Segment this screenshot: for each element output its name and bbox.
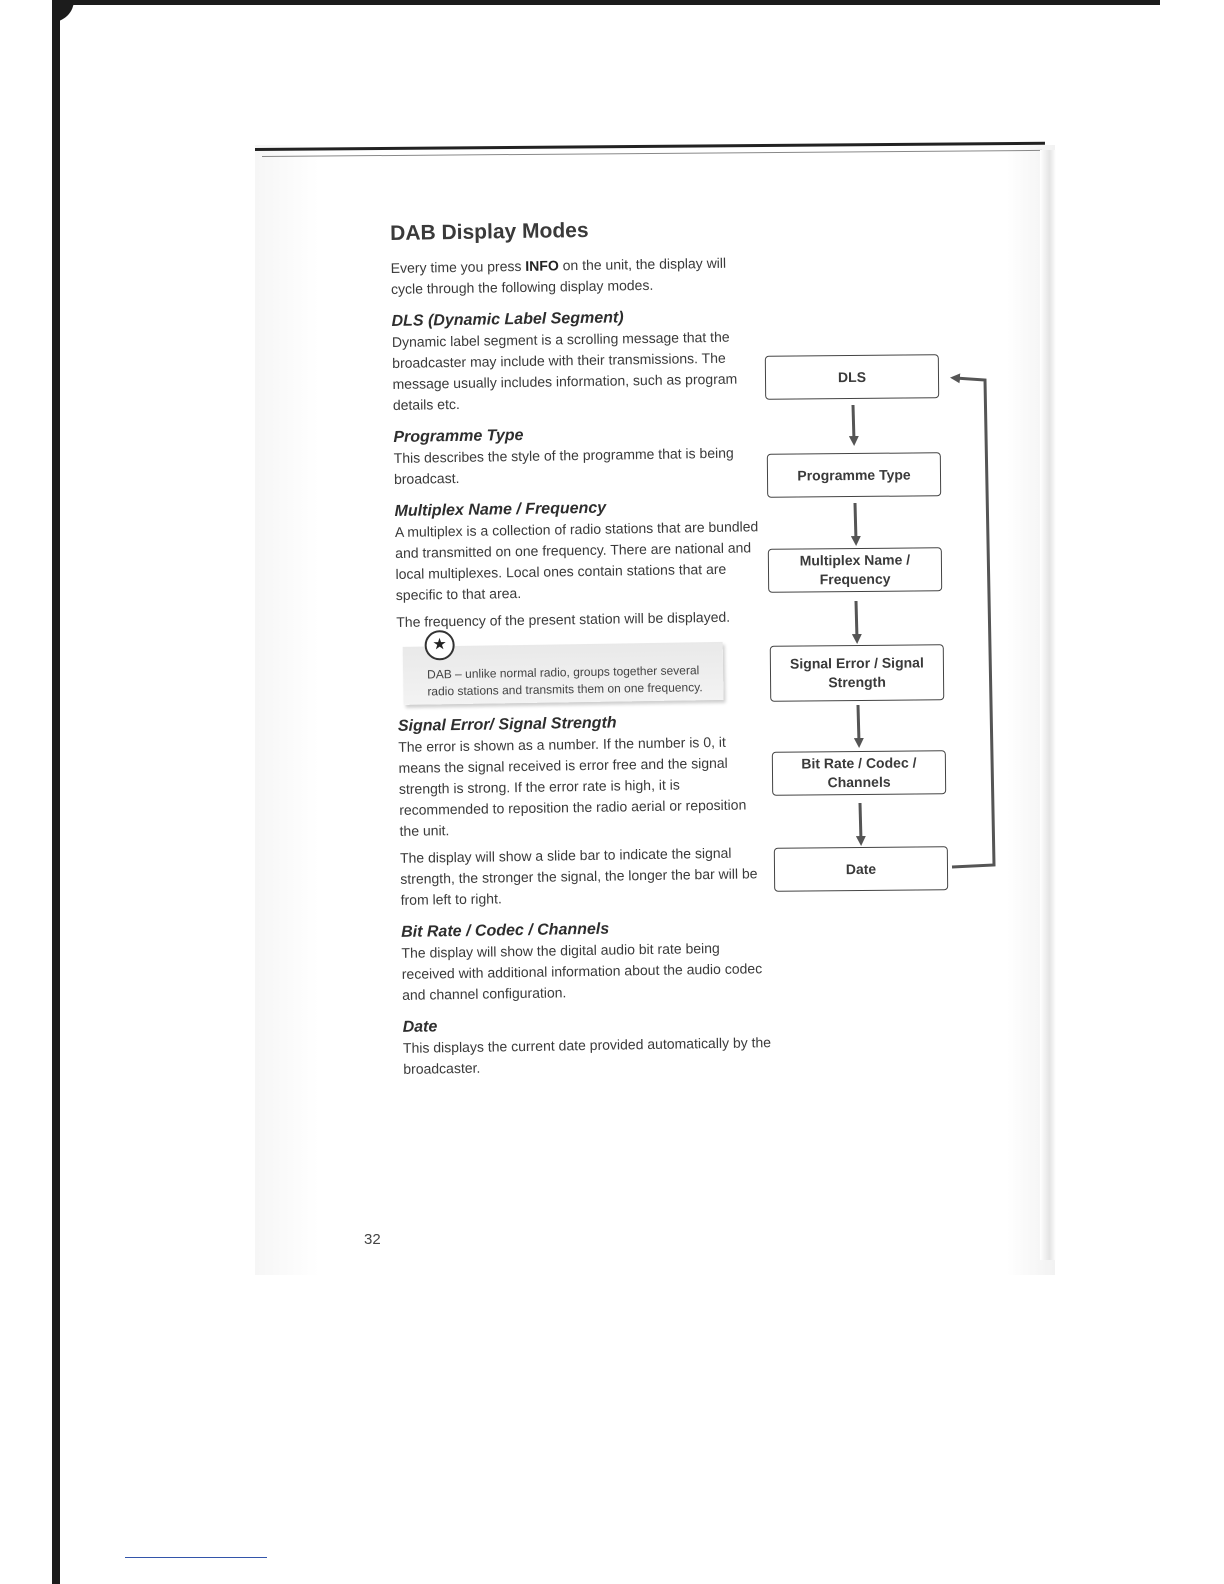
intro-text-end: on the unit, the display will cycle through the following display modes.	[390, 254, 727, 297]
scan-footer-line	[125, 1557, 267, 1558]
text-column	[390, 216, 773, 1080]
scan-border	[0, 0, 52, 1584]
section-text-bitrate: The display will show the digital audio bit rate being received with additional information about the audio codec and channel configuration.	[401, 939, 763, 1003]
flow-box-date-label: Date	[845, 860, 877, 877]
flow-box-dls-label: DLS	[837, 368, 867, 385]
flow-box-multiplex	[768, 547, 942, 593]
flow-box-signal	[770, 644, 944, 702]
scan-corner	[52, 0, 74, 22]
section-text-date: This displays the current date provided automatically by the broadcaster.	[402, 1034, 772, 1077]
scan-shadow-top	[52, 0, 1160, 5]
flow-box-bitrate-line-1: Bit Rate / Codec /	[801, 754, 917, 772]
section-text-signal-strength: The display will show a slide bar to indicate the signal strength, the stronger the signal, the longer the bar will be from left to right.	[399, 844, 758, 908]
arrow-multiplex-to-signal	[856, 601, 857, 639]
flow-box-signal-label	[790, 653, 924, 692]
page-title: DAB Display Modes	[390, 218, 589, 245]
display-mode-flowchart	[760, 345, 1010, 905]
note-box	[403, 636, 724, 705]
page-number: 32	[364, 1231, 381, 1248]
section-heading-dls: DLS (Dynamic Label Segment)	[391, 309, 624, 330]
flow-box-programme-type	[767, 452, 941, 498]
scan-shadow-left	[52, 0, 60, 1584]
section-text-dls: Dynamic label segment is a scrolling message that the broadcaster may include with their transmissions. The message usually includes information, such as program details etc.	[391, 328, 738, 413]
arrow-dls-to-programme	[853, 405, 854, 441]
scan-border-right	[1160, 0, 1224, 1584]
intro-text-start: Every time you press	[390, 257, 526, 276]
arrow-programme-to-multiplex	[855, 503, 856, 541]
note-text	[427, 662, 703, 700]
note-line-1: DAB – unlike normal radio, groups together several	[427, 663, 700, 682]
arrow-loop-back-to-dls	[952, 378, 994, 867]
pin-icon: ★	[424, 630, 454, 660]
section-text-programme-type: This describes the style of the programme that is being broadcast.	[393, 444, 734, 487]
page-right-edge	[1040, 150, 1056, 1260]
flow-box-multiplex-line-2: Frequency	[819, 570, 891, 588]
note-line-2: radio stations and transmits them on one frequency.	[427, 680, 703, 699]
section-text-signal-error: The error is shown as a number. If the number is 0, it means the signal received is error free and the signal strength is strong. If the error rate is high, it is recommended to reposition the radio aerial or reposition the unit.	[398, 733, 747, 839]
section-heading-multiplex: Multiplex Name / Frequency	[394, 499, 607, 520]
flow-arrows	[760, 345, 1010, 905]
arrow-bitrate-to-date	[860, 803, 861, 841]
flow-box-signal-line-2: Strength	[828, 673, 886, 691]
flow-box-multiplex-label	[800, 551, 911, 590]
section-heading-bitrate: Bit Rate / Codec / Channels	[401, 920, 610, 941]
flow-box-date	[774, 846, 948, 892]
flow-box-bitrate	[772, 750, 946, 796]
section-heading-programme-type: Programme Type	[393, 426, 524, 446]
flow-box-bitrate-label	[801, 753, 916, 792]
section-heading-date: Date	[402, 1018, 438, 1036]
arrow-signal-to-bitrate	[858, 705, 859, 743]
section-text-multiplex: A multiplex is a collection of radio stations that are bundled and transmitted on one frequency. There are national and local multiplexes. Local ones contain stations that are specific to that area.	[394, 518, 759, 603]
intro-paragraph	[391, 252, 762, 300]
info-key-label: INFO	[525, 257, 559, 274]
flow-box-programme-type-label: Programme Type	[797, 466, 911, 483]
flow-box-multiplex-line-1: Multiplex Name /	[799, 551, 911, 569]
section-text-multiplex-frequency: The frequency of the present station will be displayed.	[396, 608, 731, 630]
flow-box-bitrate-line-2: Channels	[827, 773, 891, 791]
flow-box-dls	[765, 354, 939, 400]
flow-box-signal-line-1: Signal Error / Signal	[789, 654, 924, 672]
section-heading-signal: Signal Error/ Signal Strength	[397, 714, 617, 735]
